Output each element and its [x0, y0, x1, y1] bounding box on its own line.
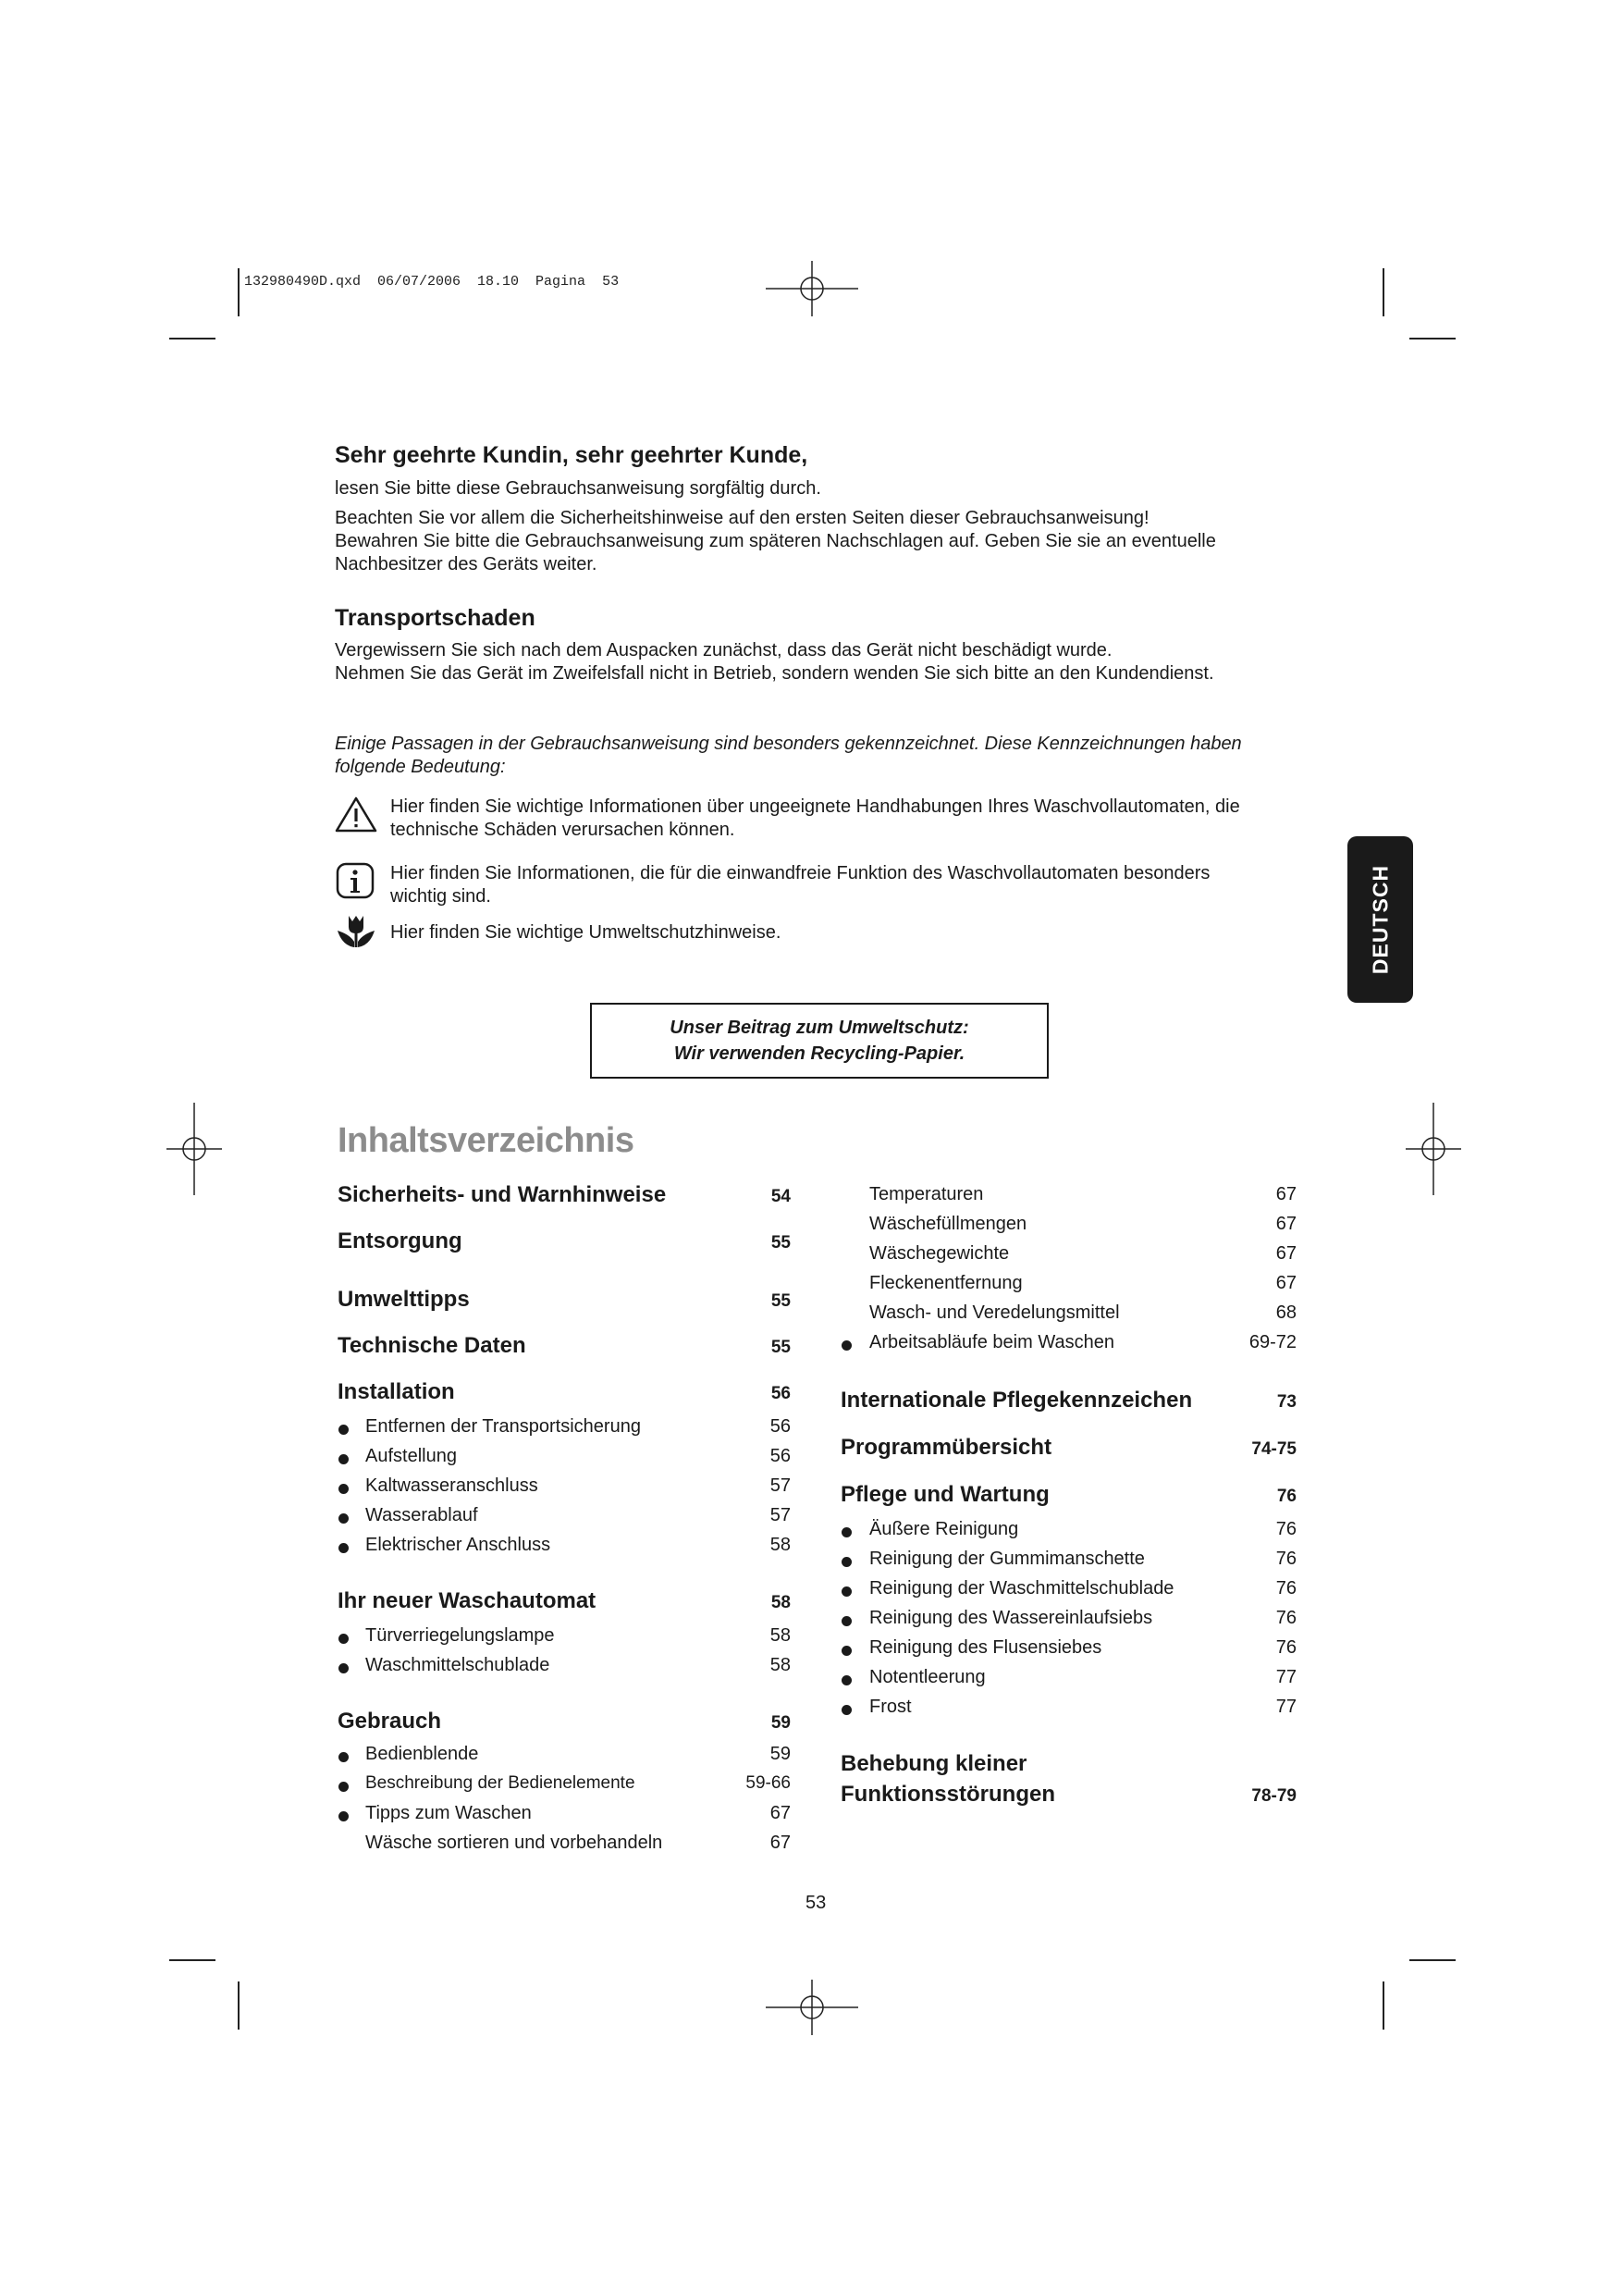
toc-label: Kaltwasseranschluss	[365, 1475, 538, 1496]
registration-mark-right	[1406, 1103, 1461, 1195]
toc-page: 55	[770, 1233, 791, 1253]
toc-page: 56	[769, 1446, 791, 1466]
toc-page: 59	[770, 1713, 791, 1733]
toc-item-row[interactable]	[365, 1655, 791, 1676]
toc-page: 56	[770, 1384, 791, 1403]
bullet-icon	[842, 1527, 852, 1537]
toc-item-row[interactable]	[869, 1332, 1297, 1353]
toc-label: Funktionsstörungen	[841, 1782, 1055, 1807]
toc-item-row[interactable]	[365, 1535, 791, 1556]
toc-label: Bedienblende	[365, 1744, 479, 1764]
bullet-icon	[338, 1484, 349, 1494]
toc-page: 78-79	[1251, 1786, 1297, 1806]
toc-label: Elektrischer Anschluss	[365, 1535, 551, 1555]
toc-label: Behebung kleiner	[841, 1751, 1027, 1776]
toc-label: Temperaturen	[869, 1184, 984, 1204]
toc-page: 67	[1275, 1214, 1297, 1234]
toc-label: Frost	[869, 1697, 912, 1717]
toc-page: 76	[1275, 1608, 1297, 1628]
bullet-icon	[842, 1586, 852, 1597]
toc-heading-row[interactable]	[338, 1182, 791, 1208]
toc-label: Waschmittelschublade	[365, 1655, 550, 1675]
registration-mark-top	[766, 261, 858, 316]
greeting-section	[335, 442, 1315, 576]
toc-label: Pflege und Wartung	[841, 1482, 1050, 1507]
toc-item-row[interactable]	[869, 1667, 1297, 1688]
slug-line: 132980490D.qxd 06/07/2006 18.10 Pagina 53	[244, 274, 620, 290]
toc-label: Arbeitsabläufe beim Waschen	[869, 1332, 1114, 1352]
toc-label: Wäsche sortieren und vorbehandeln	[365, 1833, 663, 1853]
toc-heading-row[interactable]	[841, 1482, 1297, 1508]
toc-subitem-row[interactable]	[869, 1214, 1297, 1235]
toc-label: Reinigung der Gummimanschette	[869, 1549, 1145, 1569]
toc-heading-row[interactable]	[338, 1333, 791, 1359]
toc-page: 77	[1275, 1697, 1297, 1717]
bullet-icon	[338, 1782, 349, 1792]
toc-page: 73	[1276, 1392, 1297, 1412]
toc-label: Aufstellung	[365, 1446, 457, 1466]
toc-label: Tipps zum Waschen	[365, 1803, 532, 1823]
language-tab-label: DEUTSCH	[1368, 864, 1392, 975]
info-icon	[335, 862, 377, 899]
toc-page: 67	[1275, 1243, 1297, 1264]
registration-mark-left	[166, 1103, 222, 1195]
notice-warning	[335, 796, 1297, 842]
bullet-icon	[338, 1811, 349, 1821]
toc-page: 58	[769, 1655, 791, 1675]
toc-page: 67	[769, 1803, 791, 1823]
transport-line: Vergewissern Sie sich nach dem Auspacken zunächst, dass das Gerät nicht beschädigt wurde.	[335, 640, 1113, 660]
greeting-line: lesen Sie bitte diese Gebrauchsanweisung sorgfältig durch.	[335, 478, 821, 499]
bullet-icon	[842, 1340, 852, 1351]
toc-page: 67	[1275, 1184, 1297, 1204]
toc-item-row[interactable]	[365, 1744, 791, 1765]
toc-label: Wäschegewichte	[869, 1243, 1010, 1264]
toc-heading-row[interactable]	[841, 1782, 1297, 1808]
transport-section	[335, 605, 1315, 685]
toc-page: 76	[1276, 1487, 1297, 1506]
toc-page: 67	[1275, 1273, 1297, 1293]
toc-title: Inhaltsverzeichnis	[338, 1121, 634, 1160]
eco-note-line: Wir verwenden Recycling-Papier.	[673, 1043, 965, 1064]
toc-item-row[interactable]	[869, 1519, 1297, 1540]
toc-label: Wasch- und Veredelungsmittel	[869, 1302, 1120, 1323]
legend-intro-line: Einige Passagen in der Gebrauchsanweisung sind besonders gekennzeichnet. Diese Kennzeichnungen haben	[335, 734, 1242, 754]
legend-intro-line: folgende Bedeutung:	[335, 757, 506, 777]
notice-environment	[335, 912, 1297, 949]
toc-item-row[interactable]	[365, 1446, 791, 1467]
bullet-icon	[338, 1454, 349, 1464]
notice-info	[335, 862, 1297, 908]
toc-heading-row[interactable]	[338, 1379, 791, 1405]
toc-item-row[interactable]	[365, 1475, 791, 1497]
toc-label: Entsorgung	[338, 1228, 462, 1253]
toc-page: 56	[769, 1416, 791, 1437]
bullet-icon	[338, 1663, 349, 1673]
greeting-line: Bewahren Sie bitte die Gebrauchsanweisung zum späteren Nachschlagen auf. Geben Sie sie an eventuelle	[335, 531, 1216, 551]
legend-intro	[335, 733, 1315, 779]
toc-item-row[interactable]	[869, 1578, 1297, 1599]
toc-label: Gebrauch	[338, 1709, 442, 1734]
toc-item-row[interactable]	[869, 1697, 1297, 1718]
toc-label: Reinigung des Wassereinlaufsiebs	[869, 1608, 1153, 1628]
toc-label: Notentleerung	[869, 1667, 986, 1687]
language-tab	[1347, 836, 1413, 1003]
toc-subitem-row[interactable]	[869, 1302, 1297, 1324]
toc-item-row[interactable]	[869, 1549, 1297, 1570]
toc-label: Fleckenentfernung	[869, 1273, 1023, 1293]
toc-item-row[interactable]	[365, 1505, 791, 1526]
toc-label: Türverriegelungslampe	[365, 1625, 555, 1646]
toc-page: 76	[1275, 1637, 1297, 1658]
toc-page: 59-66	[745, 1773, 791, 1793]
toc-heading-row[interactable]	[338, 1588, 791, 1614]
toc-page: 76	[1275, 1519, 1297, 1539]
transport-line: Nehmen Sie das Gerät im Zweifelsfall nicht in Betrieb, sondern wenden Sie sich bitte an den Kundendienst.	[335, 663, 1214, 684]
toc-label: Sicherheits- und Warnhinweise	[338, 1182, 667, 1207]
tulip-icon	[335, 912, 377, 949]
toc-label: Technische Daten	[338, 1333, 526, 1358]
toc-page: 57	[769, 1475, 791, 1496]
toc-heading-row[interactable]	[338, 1287, 791, 1313]
toc-page: 68	[1275, 1302, 1297, 1323]
toc-heading-row[interactable]	[841, 1435, 1297, 1461]
transport-title: Transportschaden	[335, 605, 535, 631]
toc-subitem-row[interactable]	[869, 1184, 1297, 1205]
toc-label: Internationale Pflegekennzeichen	[841, 1388, 1193, 1413]
notice-text: wichtig sind.	[390, 886, 491, 907]
toc-page: 59	[769, 1744, 791, 1764]
notice-text: technische Schäden verursachen können.	[390, 820, 735, 840]
toc-label: Reinigung der Waschmittelschublade	[869, 1578, 1174, 1599]
toc-label: Wäschefüllmengen	[869, 1214, 1027, 1234]
bullet-icon	[338, 1425, 349, 1435]
toc-label: Reinigung des Flusensiebes	[869, 1637, 1102, 1658]
toc-page: 54	[770, 1187, 791, 1206]
bullet-icon	[338, 1543, 349, 1553]
toc-page: 58	[769, 1535, 791, 1555]
registration-mark-bottom	[766, 1980, 858, 2035]
toc-label: Beschreibung der Bedienelemente	[365, 1773, 635, 1793]
bullet-icon	[338, 1513, 349, 1524]
eco-note-line: Unser Beitrag zum Umweltschutz:	[670, 1018, 969, 1038]
toc-page: 55	[770, 1338, 791, 1357]
bullet-icon	[842, 1705, 852, 1715]
toc-item-row[interactable]	[365, 1416, 791, 1438]
toc-item-row[interactable]	[869, 1637, 1297, 1659]
toc-subitem-row[interactable]	[365, 1833, 791, 1854]
toc-label: Äußere Reinigung	[869, 1519, 1019, 1539]
toc-label: Entfernen der Transportsicherung	[365, 1416, 641, 1437]
toc-heading-row[interactable]	[338, 1709, 791, 1734]
bullet-icon	[842, 1675, 852, 1685]
greeting-line: Nachbesitzer des Geräts weiter.	[335, 554, 597, 574]
toc-label: Programmübersicht	[841, 1435, 1052, 1460]
toc-item-row[interactable]	[365, 1773, 791, 1794]
toc-subitem-row[interactable]	[869, 1273, 1297, 1294]
toc-item-row[interactable]	[869, 1608, 1297, 1629]
toc-heading-row[interactable]	[841, 1388, 1297, 1413]
bullet-icon	[842, 1616, 852, 1626]
toc-page: 55	[770, 1291, 791, 1311]
warning-triangle-icon	[335, 796, 377, 833]
toc-label: Installation	[338, 1379, 455, 1404]
toc-page: 57	[769, 1505, 791, 1525]
toc-label: Wasserablauf	[365, 1505, 478, 1525]
notice-text: Hier finden Sie wichtige Informationen über ungeeignete Handhabungen Ihres Waschvollautomaten, die	[390, 796, 1240, 817]
bullet-icon	[842, 1557, 852, 1567]
greeting-title: Sehr geehrte Kundin, sehr geehrter Kunde,	[335, 442, 808, 468]
bullet-icon	[338, 1752, 349, 1762]
notice-text: Hier finden Sie wichtige Umweltschutzhinweise.	[390, 922, 781, 943]
toc-heading-row[interactable]	[338, 1228, 791, 1254]
notice-text: Hier finden Sie Informationen, die für die einwandfreie Funktion des Waschvollautomaten besonders	[390, 863, 1211, 883]
toc-item-row[interactable]	[365, 1803, 791, 1824]
bullet-icon	[338, 1634, 349, 1644]
toc-page: 76	[1275, 1578, 1297, 1599]
toc-page: 67	[769, 1833, 791, 1853]
greeting-line: Beachten Sie vor allem die Sicherheitshinweise auf den ersten Seiten dieser Gebrauchsanweisung!	[335, 508, 1150, 528]
toc-page: 76	[1275, 1549, 1297, 1569]
page-number: 53	[805, 1893, 827, 1913]
toc-label: Ihr neuer Waschautomat	[338, 1588, 596, 1613]
eco-note-box	[590, 1003, 1049, 1079]
toc-subitem-row[interactable]	[869, 1243, 1297, 1265]
toc-page: 69-72	[1248, 1332, 1297, 1352]
toc-item-row[interactable]	[365, 1625, 791, 1647]
bullet-icon	[842, 1646, 852, 1656]
toc-page: 58	[770, 1593, 791, 1612]
toc-page: 77	[1275, 1667, 1297, 1687]
toc-page: 74-75	[1251, 1439, 1297, 1459]
toc-page: 58	[769, 1625, 791, 1646]
toc-label: Umwelttipps	[338, 1287, 470, 1312]
